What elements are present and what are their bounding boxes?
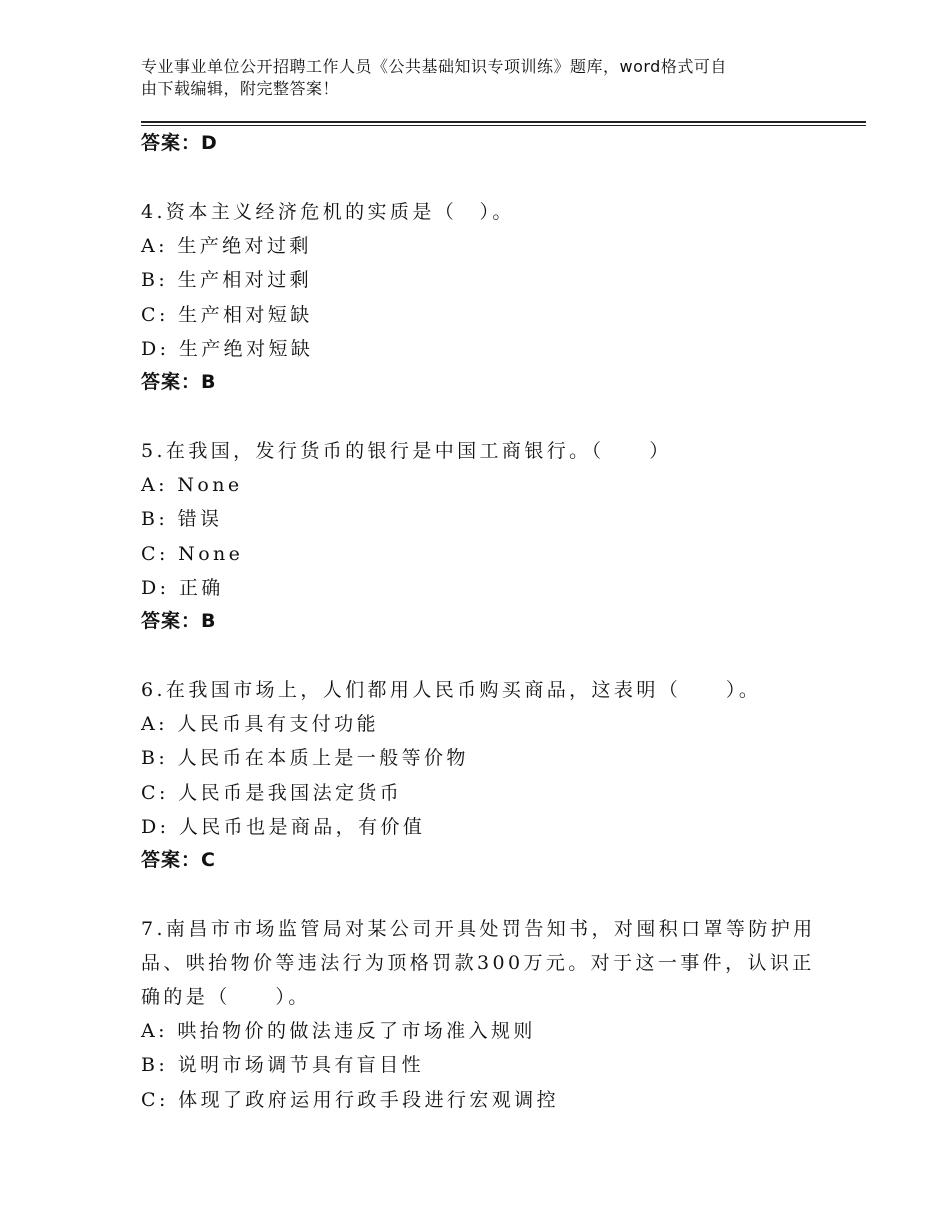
- question-6-stem: 6.在我国市场上，人们都用人民币购买商品，这表明（ ）。: [141, 679, 762, 701]
- question-7-option-b: B: 说明市场调节具有盲目性: [141, 1054, 425, 1076]
- question-7-stem-line-3: 确的是（ ）。: [141, 986, 311, 1008]
- answer-q4: 答案：B: [141, 371, 217, 393]
- question-5-option-b: B: 错误: [141, 508, 223, 530]
- question-5-option-a: A: None: [141, 474, 243, 496]
- question-4-option-c: C: 生产相对短缺: [141, 304, 313, 326]
- answer-q6: 答案：C: [141, 849, 216, 871]
- header-line-2: 由下载编辑，附完整答案！: [141, 79, 340, 98]
- question-7-option-c: C: 体现了政府运用行政手段进行宏观调控: [141, 1089, 559, 1111]
- header-line-1: 专业事业单位公开招聘工作人员《公共基础知识专项训练》题库，word格式可自: [141, 57, 727, 76]
- question-5-option-c: C: None: [141, 543, 244, 565]
- page-header: [141, 56, 821, 100]
- question-5-stem: 5.在我国，发行货币的银行是中国工商银行。（ ）: [141, 440, 672, 462]
- header-divider-thin: [141, 125, 866, 126]
- question-6-option-a: A: 人民币具有支付功能: [141, 713, 379, 735]
- question-7-stem-line-2: 品、哄抬物价等违法行为顶格罚款300万元。对于这一事件，认识正: [141, 952, 815, 974]
- question-7-stem-line-1: 7.南昌市市场监管局对某公司开具处罚告知书，对囤积口罩等防护用: [141, 918, 816, 940]
- question-6-option-b: B: 人民币在本质上是一般等价物: [141, 747, 469, 769]
- question-7-option-a: A: 哄抬物价的做法违反了市场准入规则: [141, 1020, 536, 1042]
- question-4-option-a: A: 生产绝对过剩: [141, 235, 312, 257]
- answer-q3: 答案：D: [141, 132, 218, 154]
- question-5-option-d: D: 正确: [141, 577, 224, 599]
- question-4-stem: 4.资本主义经济危机的实质是（ ）。: [141, 201, 515, 223]
- question-6-option-c: C: 人民币是我国法定货币: [141, 782, 403, 804]
- header-divider: [141, 121, 866, 123]
- question-4-option-d: D: 生产绝对短缺: [141, 338, 314, 360]
- question-4-option-b: B: 生产相对过剩: [141, 269, 313, 291]
- question-6-option-d: D: 人民币也是商品，有价值: [141, 816, 426, 838]
- answer-q5: 答案：B: [141, 610, 217, 632]
